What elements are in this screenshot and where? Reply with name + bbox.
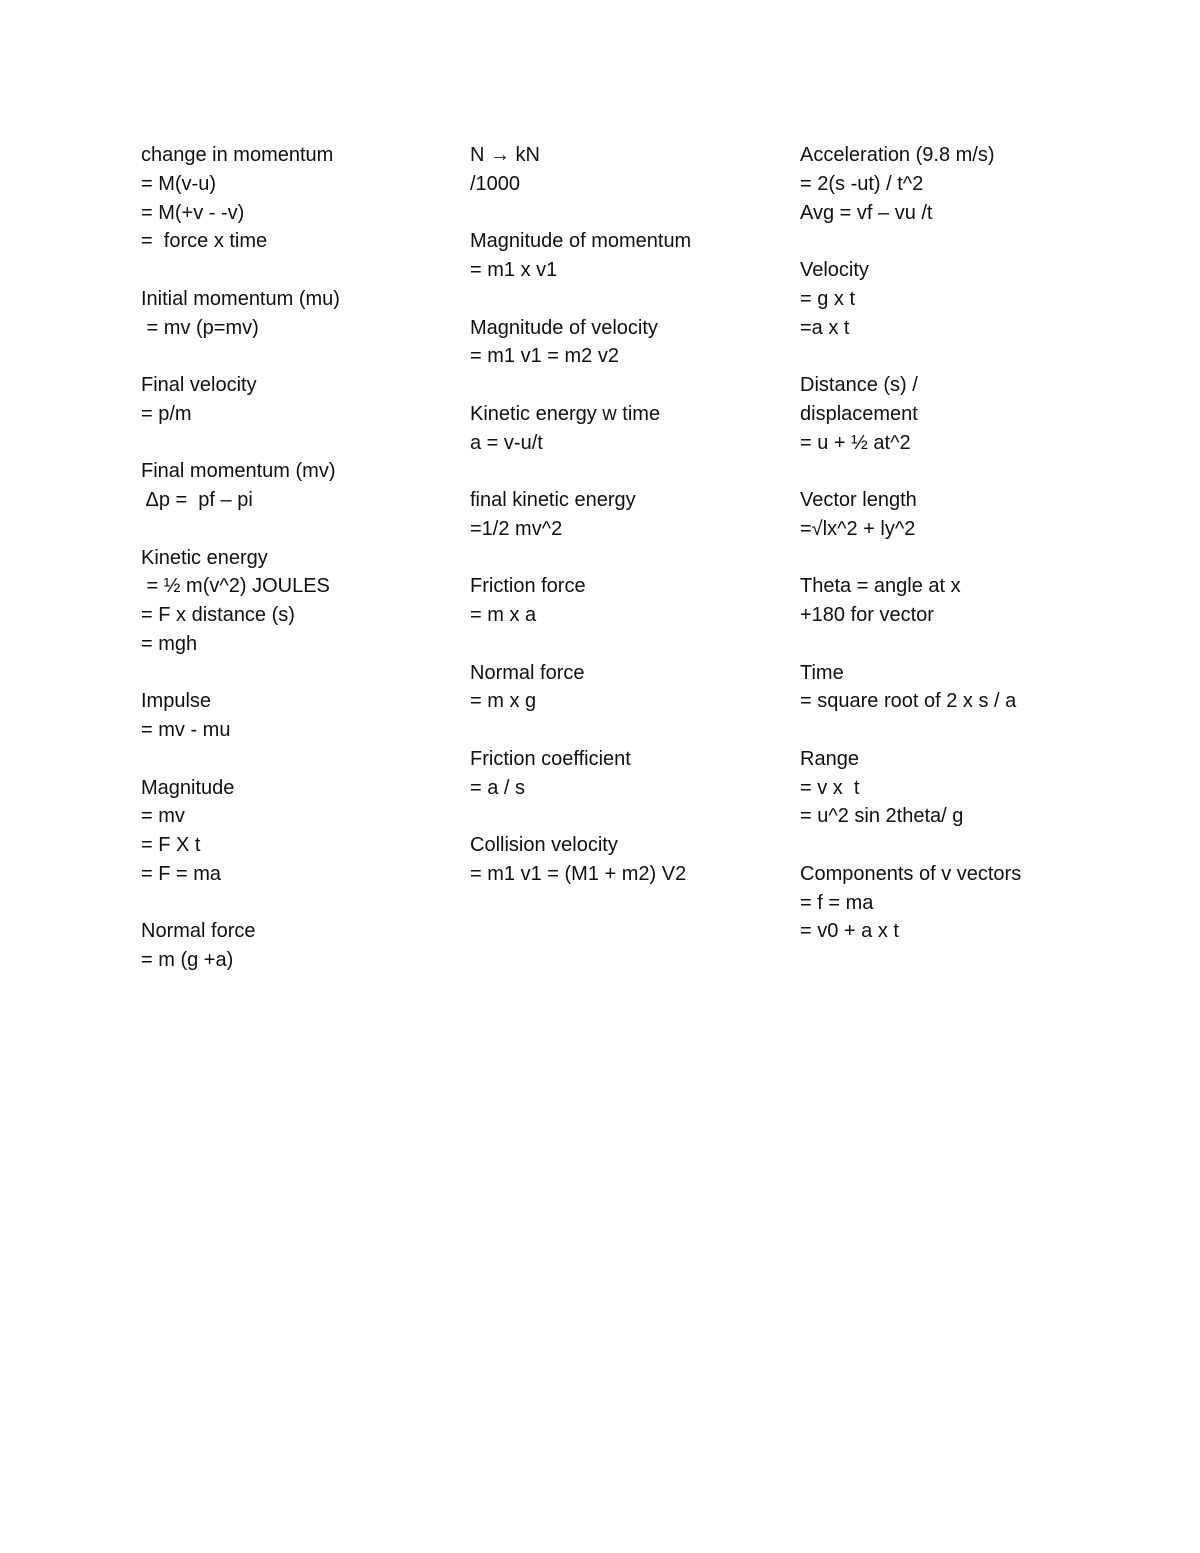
blank-spacer [470, 630, 790, 659]
formula-line: = f = ma [800, 891, 874, 914]
formula-line: Normal force [141, 920, 256, 943]
formula-line: Collision velocity [470, 834, 618, 856]
formula-line: = m x a [470, 604, 537, 626]
formula-line: = mv [141, 805, 185, 828]
blank-spacer [141, 659, 461, 688]
formula-line: = F = ma [141, 862, 222, 885]
formula-line: = u^2 sin 2theta/ g [800, 805, 964, 828]
formula-line: Δp = pf – pi [141, 489, 253, 511]
formula-line: = M(+v - -v) [141, 201, 245, 224]
blank-spacer [141, 256, 461, 285]
blank-spacer [800, 831, 1100, 860]
formula-column-3 [800, 141, 1100, 946]
blank-spacer [470, 199, 790, 228]
blank-spacer [470, 544, 790, 573]
formula-line: Friction force [470, 575, 586, 598]
blank-spacer [800, 544, 1100, 573]
formula-line: = M(v-u) [141, 172, 216, 195]
formula-line: Components of v vectors [800, 862, 1022, 885]
formula-line: = g x t [800, 287, 856, 310]
formula-line: = v x t [800, 776, 860, 799]
blank-spacer [800, 227, 1100, 256]
blank-spacer [470, 285, 790, 314]
blank-spacer [470, 716, 790, 745]
formula-line: Initial momentum (mu) [141, 287, 340, 310]
formula-line: = m1 x v1 [470, 259, 558, 281]
formula-line: = F x distance (s) [141, 604, 295, 626]
blank-spacer [141, 342, 461, 371]
blank-spacer [470, 371, 790, 400]
formula-line: Friction coefficient [470, 747, 631, 770]
formula-line: Kinetic energy w time [470, 402, 661, 425]
formula-line: = m x g [470, 690, 537, 713]
formula-line: = m1 v1 = m2 v2 [470, 345, 619, 368]
formula-line: /1000 [470, 172, 521, 195]
formula-line: a = v-u/t [470, 431, 543, 454]
formula-line: Normal force [470, 661, 585, 684]
formula-column-2 [470, 141, 790, 889]
blank-spacer [800, 342, 1100, 371]
formula-line: = u + ½ at^2 [800, 431, 911, 454]
formula-line: Velocity [800, 259, 869, 281]
formula-line: final kinetic energy [470, 489, 636, 511]
blank-spacer [470, 802, 790, 831]
formula-line: Magnitude of momentum [470, 230, 692, 253]
blank-spacer [141, 889, 461, 918]
blank-spacer [141, 515, 461, 544]
formula-line: displacement [800, 402, 918, 425]
formula-line: Impulse [141, 690, 212, 713]
formula-line: Distance (s) / [800, 374, 918, 396]
blank-spacer [800, 457, 1100, 486]
blank-spacer [470, 457, 790, 486]
formula-line: = ½ m(v^2) JOULES [141, 575, 330, 598]
formula-line: =√lx^2 + ly^2 [800, 517, 916, 540]
formula-line: = force x time [141, 230, 268, 253]
formula-line: = m (g +a) [141, 949, 234, 971]
formula-line: = p/m [141, 402, 192, 425]
formula-line: Kinetic energy [141, 546, 268, 569]
formula-line: Range [800, 747, 859, 770]
blank-spacer [800, 716, 1100, 745]
formula-line: = m1 v1 = (M1 + m2) V2 [470, 862, 687, 885]
formula-line: = square root of 2 x s / a [800, 690, 1017, 713]
blank-spacer [141, 745, 461, 774]
formula-line: = a / s [470, 776, 526, 799]
formula-line: Magnitude of velocity [470, 316, 658, 339]
formula-line: = 2(s -ut) / t^2 [800, 172, 924, 195]
formula-line: N → kN [470, 144, 540, 166]
blank-spacer [141, 429, 461, 458]
formula-line: = mv (p=mv) [141, 316, 259, 339]
formula-line: = mgh [141, 632, 198, 655]
formula-line: Vector length [800, 489, 917, 511]
formula-line: change in momentum [141, 144, 334, 166]
formula-line: = mv - mu [141, 719, 231, 741]
formula-line: +180 for vector [800, 604, 934, 626]
formula-line: = v0 + a x t [800, 920, 899, 943]
formula-line: Acceleration (9.8 m/s) [800, 144, 995, 166]
formula-line: Final momentum (mv) [141, 460, 336, 483]
blank-spacer [800, 630, 1100, 659]
formula-line: = F X t [141, 834, 201, 856]
formula-line: =1/2 mv^2 [470, 517, 563, 540]
formula-line: Avg = vf – vu /t [800, 201, 933, 224]
formula-line: Theta = angle at x [800, 575, 961, 598]
formula-column-1 [141, 141, 461, 975]
formula-line: Final velocity [141, 374, 257, 396]
formula-line: Time [800, 661, 844, 684]
formula-line: =a x t [800, 316, 850, 339]
formula-line: Magnitude [141, 776, 235, 799]
